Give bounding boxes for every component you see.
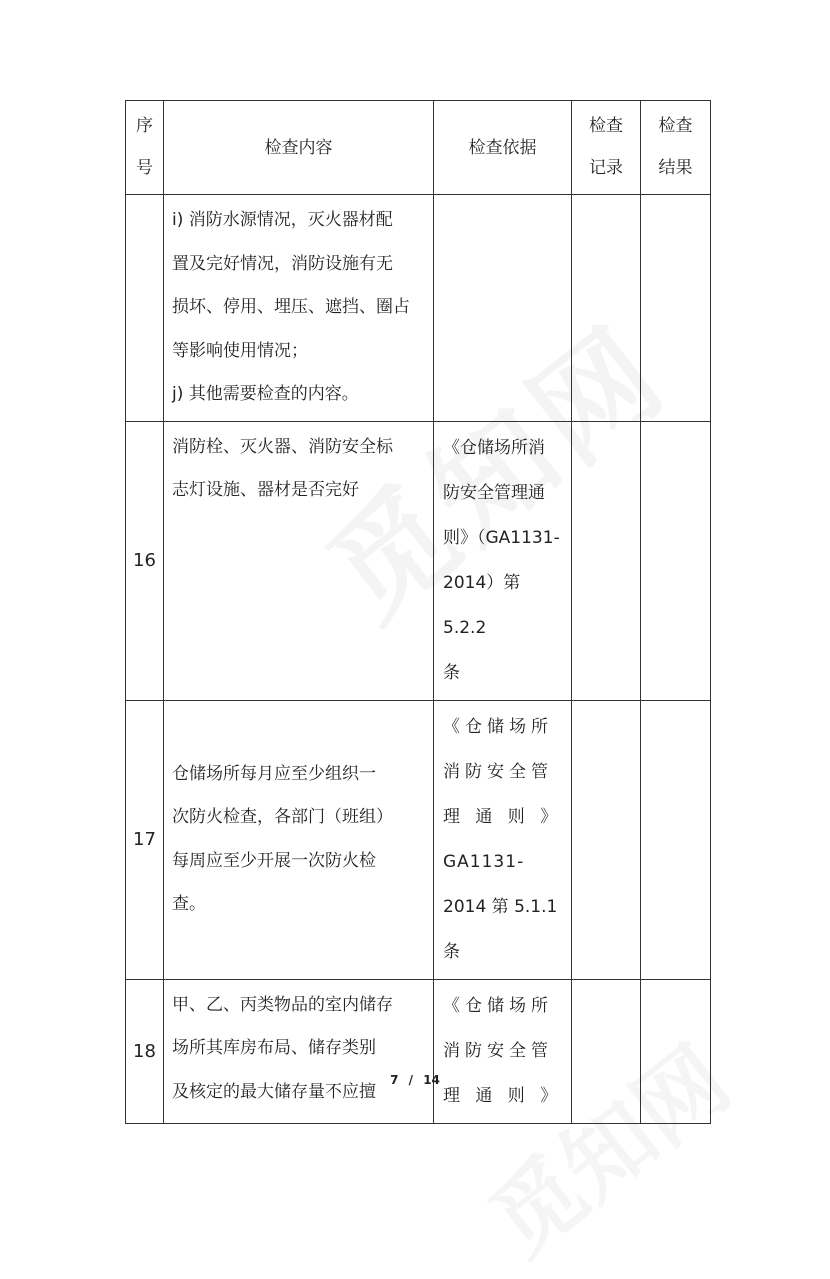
row-content: i) 消防水源情况，灭火器材配 置及完好情况，消防设施有无 损坏、停用、埋压、遮挡、圈占 等影响使用情况； j) 其他需要检查的内容。 [164, 195, 434, 422]
header-basis: 检查依据 [434, 101, 572, 195]
table-row [126, 979, 711, 1123]
row-basis [434, 195, 572, 422]
row-result [641, 700, 711, 979]
current-page: 7 [390, 1073, 399, 1087]
total-pages: 14 [423, 1073, 440, 1087]
row-number: 16 [126, 421, 164, 700]
row-basis: 《仓储场所 消防安全管 理 通 则 》 GA1131- 2014 第 5.1.1 条 [434, 700, 572, 979]
row-result [641, 979, 711, 1123]
table-row [126, 700, 711, 979]
table-row [126, 421, 711, 700]
page-number [0, 1073, 830, 1087]
row-number [126, 195, 164, 422]
table-row [126, 195, 711, 422]
table-header-row [126, 101, 711, 195]
row-record [572, 979, 641, 1123]
row-result [641, 195, 711, 422]
inspection-table [125, 100, 711, 1124]
row-record [572, 421, 641, 700]
row-content: 仓储场所每月应至少组织一 次防火检查，各部门（班组） 每周应至少开展一次防火检 查。 [164, 700, 434, 979]
header-record: 检查 记录 [572, 101, 641, 195]
row-result [641, 421, 711, 700]
row-number: 18 [126, 979, 164, 1123]
row-number: 17 [126, 700, 164, 979]
row-basis: 《仓储场所消 防安全管理通 则》（GA1131- 2014）第 5.2.2 条 [434, 421, 572, 700]
row-record [572, 195, 641, 422]
row-content: 消防栓、灭火器、消防安全标 志灯设施、器材是否完好 [164, 421, 434, 700]
row-basis: 《仓储场所 消防安全管 理 通 则 》 [434, 979, 572, 1123]
header-content: 检查内容 [164, 101, 434, 195]
row-content: 甲、乙、丙类物品的室内储存 场所其库房布局、储存类别 及核定的最大储存量不应擅 [164, 979, 434, 1123]
page-separator: / [408, 1073, 414, 1087]
row-record [572, 700, 641, 979]
header-no: 序 号 [126, 101, 164, 195]
header-result: 检查 结果 [641, 101, 711, 195]
